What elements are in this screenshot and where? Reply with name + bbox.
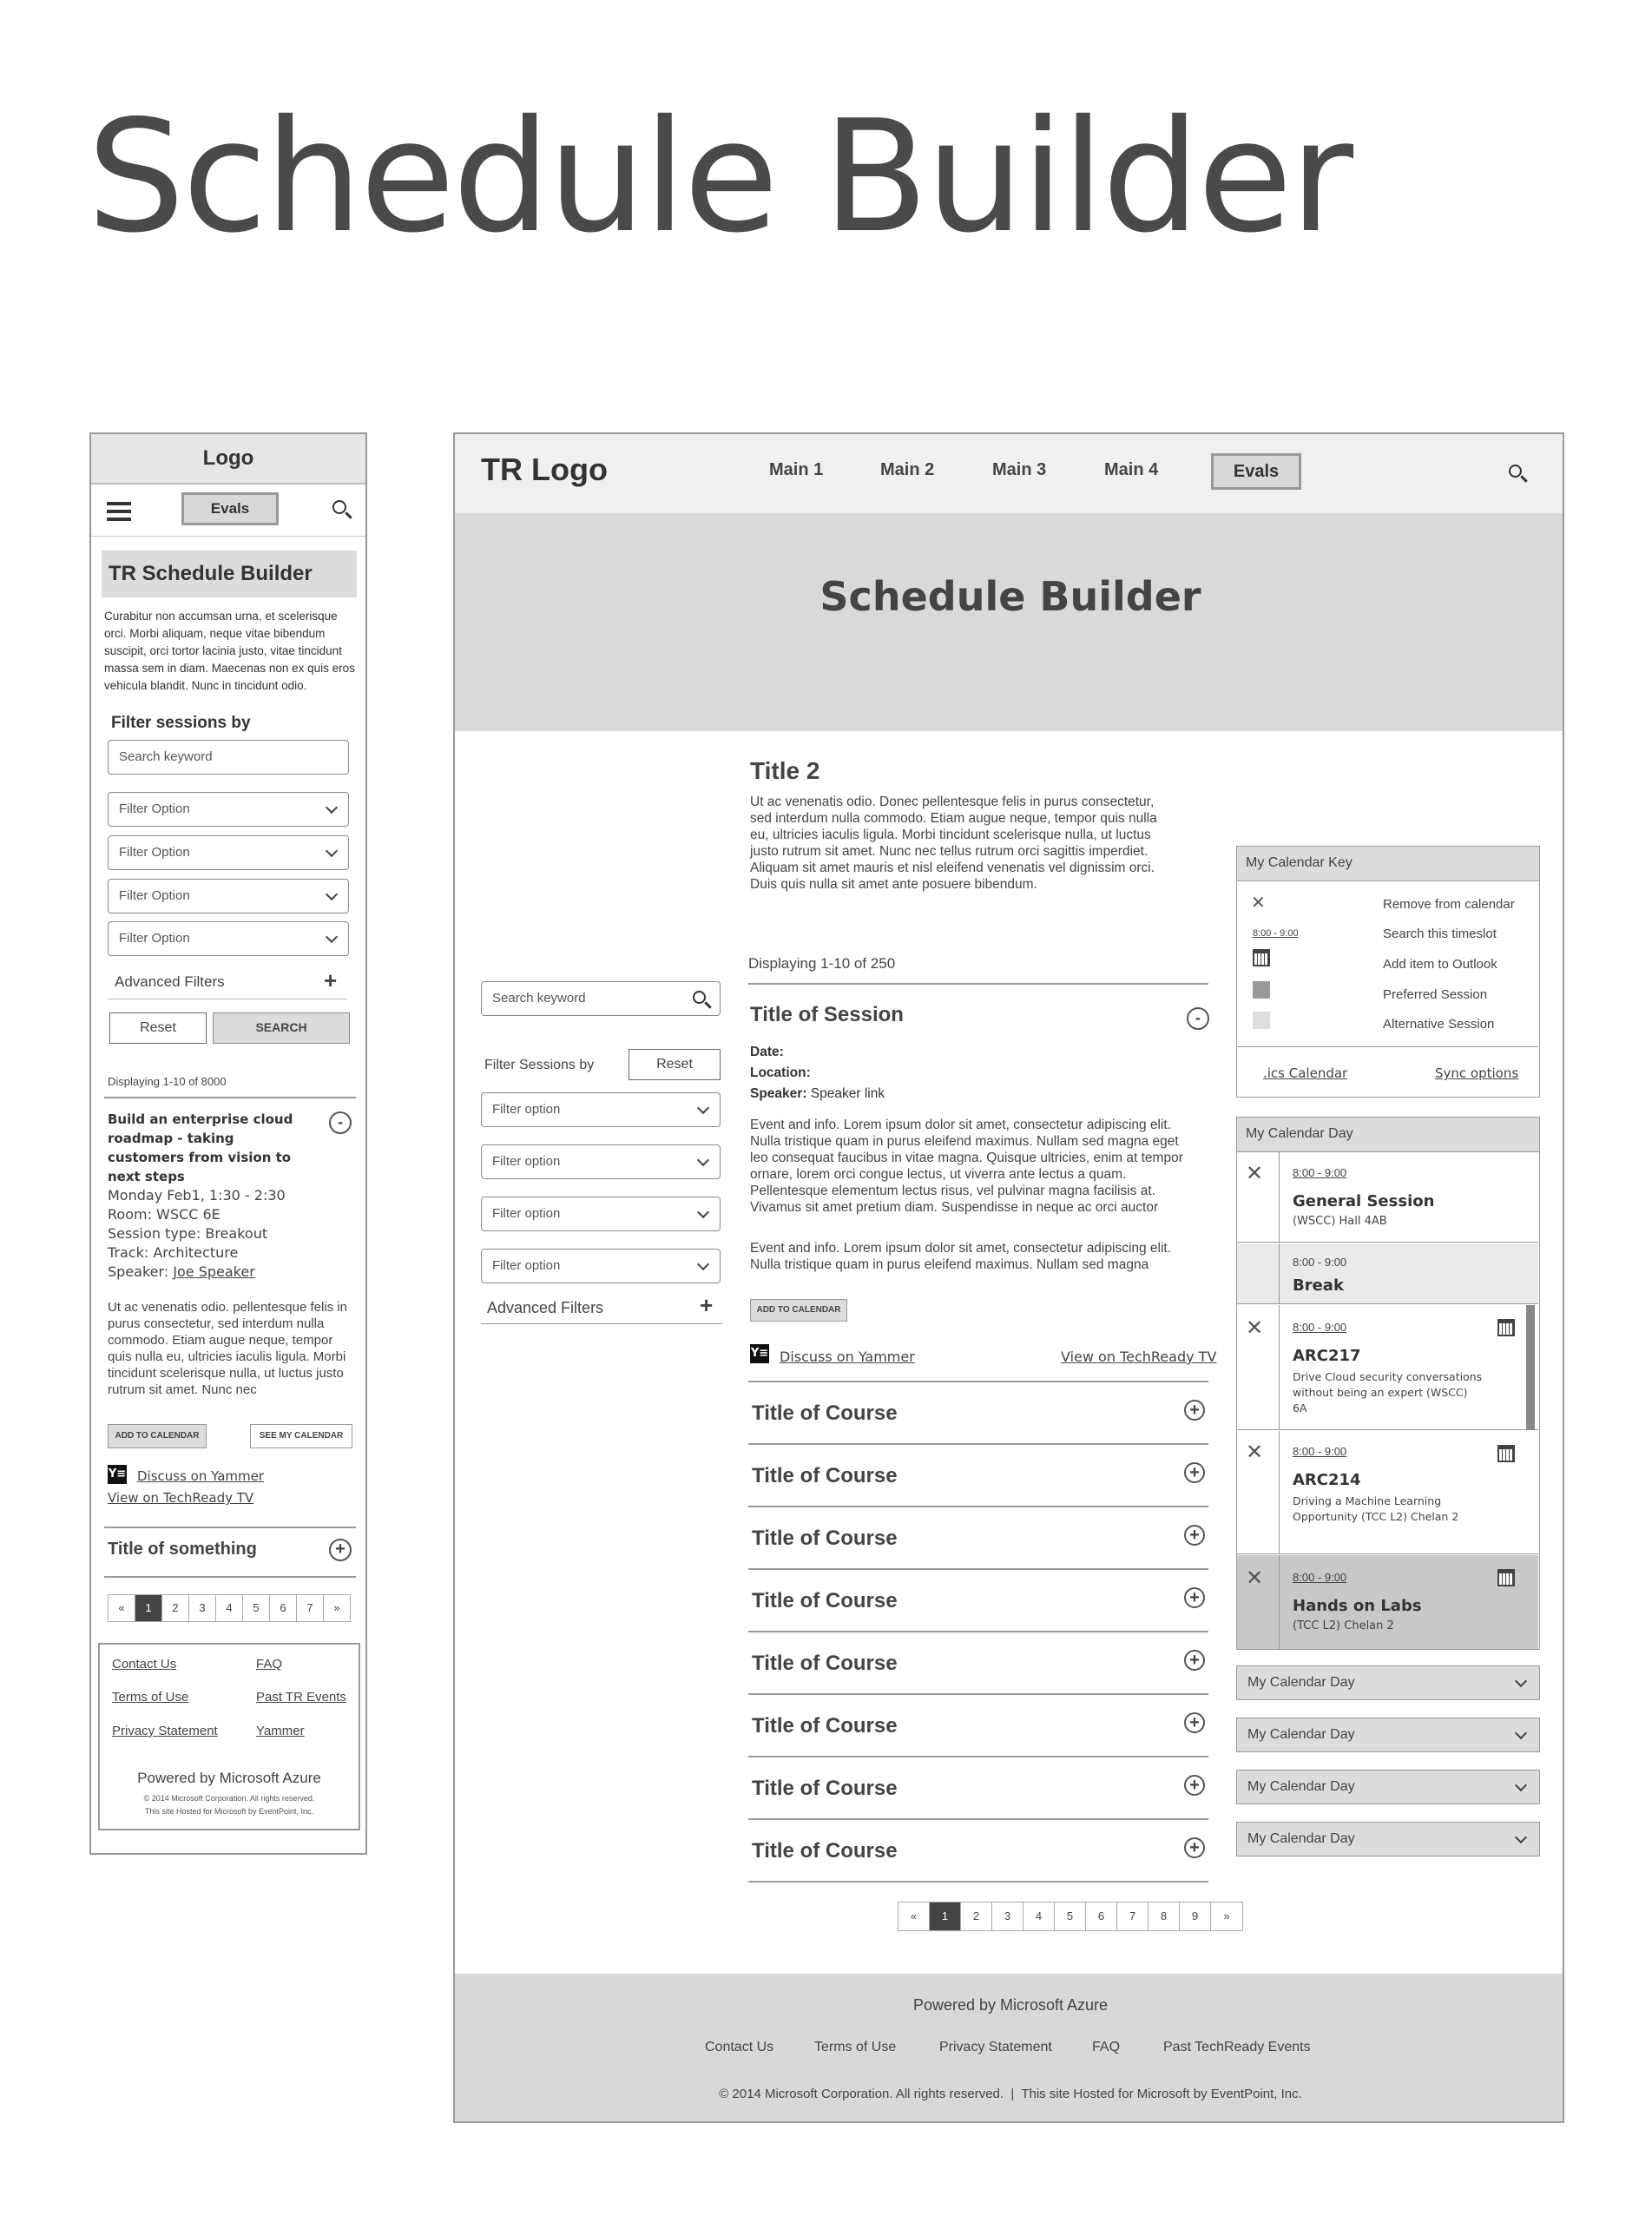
footer-link-past-events[interactable]: Past TechReady Events: [1163, 2040, 1311, 2054]
reset-button[interactable]: Reset: [629, 1049, 721, 1080]
filter-select-label: Filter Option: [119, 801, 190, 816]
session-speaker: [750, 1085, 885, 1102]
item-title: General Session: [1293, 1192, 1435, 1210]
chevron-down-icon: [697, 1154, 709, 1166]
page-number[interactable]: 5: [1055, 1903, 1086, 1930]
nav-main-3[interactable]: Main 3: [992, 460, 1047, 479]
nav-main-1[interactable]: Main 1: [769, 460, 824, 479]
page-number[interactable]: 8: [1149, 1903, 1180, 1930]
mobile-footer: [98, 1643, 360, 1830]
evals-button[interactable]: Evals: [1211, 453, 1301, 490]
page-number[interactable]: 1: [135, 1595, 162, 1621]
mobile-hero-title: TR Schedule Builder: [102, 551, 357, 597]
page-number[interactable]: 6: [270, 1595, 297, 1621]
chevron-down-icon: [326, 845, 338, 857]
session-title[interactable]: Title of Session: [750, 1003, 904, 1026]
calendar-icon[interactable]: [1497, 1319, 1515, 1336]
page-number[interactable]: 4: [1023, 1903, 1055, 1930]
speaker-link[interactable]: Joe Speaker: [173, 1263, 255, 1280]
divider: [1279, 1431, 1280, 1554]
footer-link-privacy[interactable]: Privacy Statement: [112, 1724, 218, 1738]
course-title: Title of Course: [752, 1589, 898, 1612]
divider: [1279, 1305, 1280, 1430]
section-intro: Ut ac venenatis odio. Donec pellentesque felis in purus consectetur, sed interdum nulla commodo. Etiam augue neque, tempor quis nulla eu, ultricies iaculis ligula. Morbi tincidunt scelerisque nulla, ut luctus justo rutrum sit amet. Nunc nec tellus rutrum orci sagittis imperdiet. Aliquam sit amet mauris et nisl eleifend venenatis vel dignissim orci. Duis quis nulla sit amet ante posuere bibendum.: [750, 795, 1157, 892]
speaker-label: Speaker:: [108, 1263, 169, 1280]
item-description: Driving a Machine Learning Opportunity (TCC L2) Chelan 2: [1293, 1494, 1459, 1523]
discuss-link[interactable]: Discuss on Yammer: [137, 1468, 265, 1484]
mobile-wireframe: [89, 432, 367, 1855]
page-number[interactable]: 6: [1086, 1903, 1117, 1930]
item-title: Break: [1293, 1276, 1344, 1295]
hosted-by: This site Hosted for Microsoft by EventPoint, Inc.: [144, 1807, 314, 1816]
expand-icon[interactable]: +: [1184, 1837, 1205, 1858]
collapse-icon[interactable]: -: [329, 1111, 352, 1134]
page-prev[interactable]: «: [109, 1595, 135, 1621]
item-location: (WSCC) Hall 4AB: [1293, 1215, 1387, 1228]
filter-select-label: Filter Option: [119, 845, 190, 860]
footer-link-terms[interactable]: Terms of Use: [814, 2040, 897, 2054]
course-title: Title of Course: [752, 1839, 898, 1863]
page-number[interactable]: 1: [930, 1903, 961, 1930]
search-input[interactable]: [481, 981, 721, 1016]
expand-icon[interactable]: +: [1184, 1400, 1205, 1421]
expand-icon[interactable]: +: [1184, 1712, 1205, 1733]
key-add-outlook: Add item to Outlook: [1383, 957, 1497, 972]
sync-options-link[interactable]: Sync options: [1435, 1065, 1519, 1081]
course-row[interactable]: [748, 1632, 1208, 1695]
calendar-day-label: My Calendar Day: [1247, 1675, 1355, 1690]
reset-button[interactable]: Reset: [109, 1012, 207, 1044]
filter-select-label: Filter option: [492, 1102, 561, 1117]
key-remove: Remove from calendar: [1383, 897, 1515, 912]
filter-select[interactable]: [481, 1197, 721, 1231]
divider: [104, 1097, 356, 1098]
copyright: © 2014 Microsoft Corporation. All rights reserved.: [143, 1794, 315, 1803]
calendar-day-collapsed[interactable]: [1236, 1822, 1540, 1856]
filter-select[interactable]: [108, 835, 349, 870]
footer-link-privacy[interactable]: Privacy Statement: [939, 2040, 1052, 2054]
logo[interactable]: TR Logo: [481, 452, 608, 487]
course-title: Title of Course: [752, 1401, 898, 1425]
techready-tv-link[interactable]: View on TechReady TV: [1061, 1349, 1217, 1365]
key-preferred: Preferred Session: [1383, 987, 1488, 1002]
session-meta: [108, 1186, 286, 1282]
footer-link-contact[interactable]: Contact Us: [112, 1657, 177, 1672]
copyright: © 2014 Microsoft Corporation. All rights reserved. | This site Hosted for Microsoft by EventPoint, Inc.: [719, 2087, 1302, 2101]
course-title: Title of Course: [752, 1652, 898, 1675]
powered-by: Powered by Microsoft Azure: [912, 1996, 1109, 2014]
hero-banner: [455, 514, 1564, 731]
footer: [455, 1974, 1564, 2123]
filter-select[interactable]: [108, 879, 349, 913]
course-title: Title of Course: [752, 1464, 898, 1487]
header: [455, 434, 1563, 514]
divider: [104, 1576, 356, 1578]
footer-link-faq[interactable]: FAQ: [1092, 2040, 1121, 2054]
mobile-nav: [91, 485, 365, 537]
calendar-day-label: My Calendar Day: [1247, 1727, 1355, 1742]
course-title: Title of Course: [752, 1777, 898, 1800]
search-placeholder: Search keyword: [492, 991, 586, 1006]
session-track: Track: Architecture: [108, 1244, 239, 1261]
accordion-title[interactable]: Title of something: [108, 1540, 257, 1559]
footer-link-yammer[interactable]: Yammer: [256, 1724, 305, 1738]
expand-icon[interactable]: +: [1184, 1775, 1205, 1796]
ics-calendar-link[interactable]: .ics Calendar: [1263, 1065, 1348, 1081]
filter-select[interactable]: [108, 921, 349, 956]
divider: [748, 983, 1208, 985]
page-number[interactable]: 7: [1117, 1903, 1149, 1930]
chevron-down-icon: [326, 888, 338, 900]
calendar-key-title: My Calendar Key: [1237, 847, 1539, 881]
plus-icon[interactable]: +: [324, 967, 338, 993]
footer-link-past-events[interactable]: Past TR Events: [256, 1690, 346, 1705]
calendar-day-panel: [1236, 1117, 1540, 1650]
advanced-filters-label[interactable]: Advanced Filters: [115, 973, 225, 990]
calendar-item[interactable]: [1237, 1431, 1538, 1554]
calendar-icon[interactable]: [1497, 1569, 1515, 1586]
filter-select-label: Filter Option: [119, 931, 190, 946]
session-body: Event and info. Lorem ipsum dolor sit amet, consectetur adipiscing elit. Nulla tristique quam in purus eleifend maximus. Nullam sed magna eget leo consequat faucibus in vitae magna. Quisque ultricies, enim at tempor ornare, lorem orci congue lectus, ut viverra ante lectus a quam. Pellentesque elementum lectus risus, vel pulvinar magna facilisis at. Vivamus sit amet pretium diam. Suspendisse in neque ac orci auctor: [750, 1118, 1183, 1215]
item-time[interactable]: 8:00 - 9:00: [1293, 1166, 1347, 1179]
session-type: Session type: Breakout: [108, 1225, 268, 1242]
page-number[interactable]: 9: [1180, 1903, 1211, 1930]
chevron-down-icon: [1515, 1831, 1527, 1843]
session-location-label: Location:: [750, 1065, 811, 1080]
course-row[interactable]: [748, 1382, 1208, 1445]
filter-select-label: Filter Option: [119, 888, 190, 903]
divider: [1279, 1243, 1280, 1304]
preferred-swatch: [1253, 981, 1270, 999]
close-icon[interactable]: ✕: [1246, 1316, 1264, 1340]
filter-select-label: Filter option: [492, 1154, 561, 1169]
calendar-day-collapsed[interactable]: [1236, 1718, 1540, 1752]
page-number[interactable]: 3: [992, 1903, 1023, 1930]
divider: [1279, 1152, 1280, 1243]
close-icon[interactable]: ✕: [1246, 1566, 1264, 1590]
course-row[interactable]: [748, 1695, 1208, 1757]
collapse-icon[interactable]: -: [1187, 1007, 1209, 1030]
alternative-swatch: [1253, 1012, 1270, 1029]
calendar-icon[interactable]: [1497, 1445, 1515, 1462]
session-room: Room: WSCC 6E: [108, 1206, 220, 1223]
item-time[interactable]: 8:00 - 9:00: [1293, 1445, 1347, 1458]
filter-select-label: Filter option: [492, 1258, 561, 1273]
calendar-item[interactable]: [1237, 1152, 1538, 1243]
course-row[interactable]: [748, 1820, 1208, 1883]
chevron-down-icon: [326, 801, 338, 814]
calendar-day-label: My Calendar Day: [1247, 1779, 1355, 1794]
course-row[interactable]: [748, 1445, 1208, 1507]
item-location: (TCC L2) Chelan 2: [1293, 1619, 1394, 1632]
filter-select[interactable]: [108, 792, 349, 827]
chevron-down-icon: [1515, 1779, 1527, 1791]
item-description: Drive Cloud security conversations without being an expert (WSCC) 6A: [1293, 1370, 1483, 1415]
session-title[interactable]: Build an enterprise cloud roadmap - taking customers from vision to next steps: [108, 1111, 293, 1184]
expand-icon[interactable]: +: [1184, 1462, 1205, 1483]
calendar-day-label: My Calendar Day: [1247, 1831, 1355, 1846]
results-count: Displaying 1-10 of 8000: [108, 1075, 227, 1088]
page-prev[interactable]: «: [898, 1903, 930, 1930]
course-row[interactable]: [748, 1570, 1208, 1632]
filter-select[interactable]: [481, 1249, 721, 1283]
chevron-down-icon: [697, 1206, 709, 1218]
session-date-label: Date:: [750, 1045, 784, 1059]
calendar-key-panel: [1236, 846, 1540, 1098]
footer-link-terms[interactable]: Terms of Use: [112, 1690, 189, 1705]
pagination: [898, 1902, 1243, 1931]
mobile-logo[interactable]: Logo: [91, 434, 365, 485]
calendar-item-preferred[interactable]: [1237, 1555, 1538, 1650]
item-time[interactable]: 8:00 - 9:00: [1293, 1321, 1347, 1334]
key-search-timeslot: Search this timeslot: [1383, 927, 1497, 941]
search-icon[interactable]: [332, 500, 346, 514]
plus-icon[interactable]: +: [700, 1292, 714, 1318]
divider: [481, 1323, 722, 1324]
calendar-item-break: [1237, 1243, 1538, 1304]
filter-select-label: Filter option: [492, 1206, 561, 1221]
page-number[interactable]: 2: [961, 1903, 992, 1930]
key-alternative: Alternative Session: [1383, 1017, 1495, 1032]
divider: [1237, 1046, 1538, 1047]
page-number[interactable]: 7: [297, 1595, 324, 1621]
calendar-day-title: My Calendar Day: [1237, 1118, 1539, 1152]
pagination: [108, 1594, 351, 1622]
search-input[interactable]: Search keyword: [108, 740, 349, 775]
close-icon[interactable]: ✕: [1246, 1440, 1264, 1464]
session-date: Monday Feb1, 1:30 - 2:30: [108, 1187, 286, 1204]
item-title: Hands on Labs: [1293, 1597, 1422, 1615]
evals-button[interactable]: Evals: [181, 492, 279, 525]
page-number[interactable]: 4: [216, 1595, 243, 1621]
mobile-intro: Curabitur non accumsan urna, et scelerisque orci. Morbi aliquam, neque vitae bibendum suscipit, orci tortor lacinia justo, vitae tincidunt massa sem in diam. Maecenas non ex quis eros vehicula blandit. Nunc in tincidunt odio.: [104, 610, 355, 692]
section-title: Title 2: [750, 757, 820, 784]
calendar-day-collapsed[interactable]: [1236, 1770, 1540, 1804]
page-number[interactable]: 3: [189, 1595, 216, 1621]
chevron-down-icon: [697, 1258, 709, 1270]
desktop-wireframe: [453, 432, 1564, 2123]
filter-select[interactable]: [481, 1092, 721, 1127]
chevron-down-icon: [1515, 1727, 1527, 1739]
nav-main-4[interactable]: Main 4: [1104, 460, 1159, 479]
add-to-calendar-button[interactable]: ADD TO CALENDAR: [108, 1424, 207, 1448]
page-next[interactable]: »: [1223, 1909, 1230, 1922]
course-row[interactable]: [748, 1507, 1208, 1570]
add-to-calendar-button[interactable]: ADD TO CALENDAR: [750, 1299, 847, 1322]
item-time: 8:00 - 9:00: [1293, 1256, 1347, 1269]
chevron-down-icon: [326, 931, 338, 943]
advanced-filters-label[interactable]: Advanced Filters: [487, 1299, 604, 1316]
speaker-label: Speaker:: [750, 1086, 807, 1101]
course-row[interactable]: [748, 1757, 1208, 1820]
close-icon: ✕: [1251, 892, 1266, 913]
session-body-extra: Event and info. Lorem ipsum dolor sit amet, consectetur adipiscing elit. Nulla tristique quam in purus eleifend maximus. Nullam sed magna: [750, 1241, 1172, 1272]
chevron-down-icon: [1515, 1675, 1527, 1687]
see-my-calendar-button[interactable]: SEE MY CALENDAR: [250, 1424, 352, 1448]
close-icon[interactable]: ✕: [1246, 1161, 1264, 1185]
divider: [104, 1527, 356, 1528]
course-title: Title of Course: [752, 1527, 898, 1550]
menu-icon[interactable]: [107, 502, 131, 521]
footer-link-contact[interactable]: Contact Us: [705, 2040, 774, 2054]
techready-tv-link[interactable]: View on TechReady TV: [108, 1490, 254, 1506]
chevron-down-icon: [697, 1102, 709, 1114]
search-icon[interactable]: [693, 991, 706, 1004]
course-title: Title of Course: [752, 1714, 898, 1738]
page-number[interactable]: 2: [162, 1595, 189, 1621]
search-icon[interactable]: [1509, 465, 1522, 478]
filter-heading: Filter sessions by: [111, 714, 251, 732]
item-time[interactable]: 8:00 - 9:00: [1293, 1571, 1347, 1584]
key-timeslot: 8:00 - 9:00: [1253, 928, 1299, 939]
yammer-icon: Y≡: [750, 1344, 769, 1363]
session-body: Ut ac venenatis odio. pellentesque felis in purus consectetur, sed interdum nulla commodo. Etiam augue neque, tempor quis nulla eu, ultricies iaculis ligula. Morbi tincidunt scelerisque nulla, ut luctus justo rutrum sit amet. Nunc nec: [108, 1300, 348, 1397]
results-count: Displaying 1-10 of 250: [748, 955, 896, 972]
expand-icon[interactable]: +: [1184, 1587, 1205, 1608]
speaker-link[interactable]: Speaker link: [810, 1086, 885, 1101]
page-next[interactable]: »: [333, 1601, 340, 1614]
nav-main-2[interactable]: Main 2: [880, 460, 935, 479]
expand-icon[interactable]: +: [329, 1539, 352, 1561]
item-title: ARC214: [1293, 1471, 1361, 1489]
calendar-item[interactable]: [1237, 1305, 1538, 1430]
expand-icon[interactable]: +: [1184, 1650, 1205, 1671]
calendar-icon: [1253, 949, 1270, 966]
yammer-icon: Y≡: [108, 1465, 127, 1484]
divider: [1279, 1555, 1280, 1650]
item-title: ARC217: [1293, 1347, 1361, 1365]
search-button[interactable]: SEARCH: [213, 1012, 350, 1044]
filter-label: Filter Sessions by: [484, 1058, 595, 1072]
hero-title: Schedule Builder: [819, 573, 1201, 620]
discuss-link[interactable]: Discuss on Yammer: [780, 1349, 915, 1365]
page-number[interactable]: 5: [243, 1595, 270, 1621]
footer-link-faq[interactable]: FAQ: [256, 1657, 283, 1672]
expand-icon[interactable]: +: [1184, 1525, 1205, 1546]
scrollbar-thumb[interactable]: [1526, 1305, 1535, 1430]
page-title: Schedule Builder: [87, 87, 1352, 267]
calendar-day-collapsed[interactable]: [1236, 1665, 1540, 1700]
powered-by: Powered by Microsoft Azure: [137, 1770, 321, 1786]
filter-select[interactable]: [481, 1144, 721, 1179]
